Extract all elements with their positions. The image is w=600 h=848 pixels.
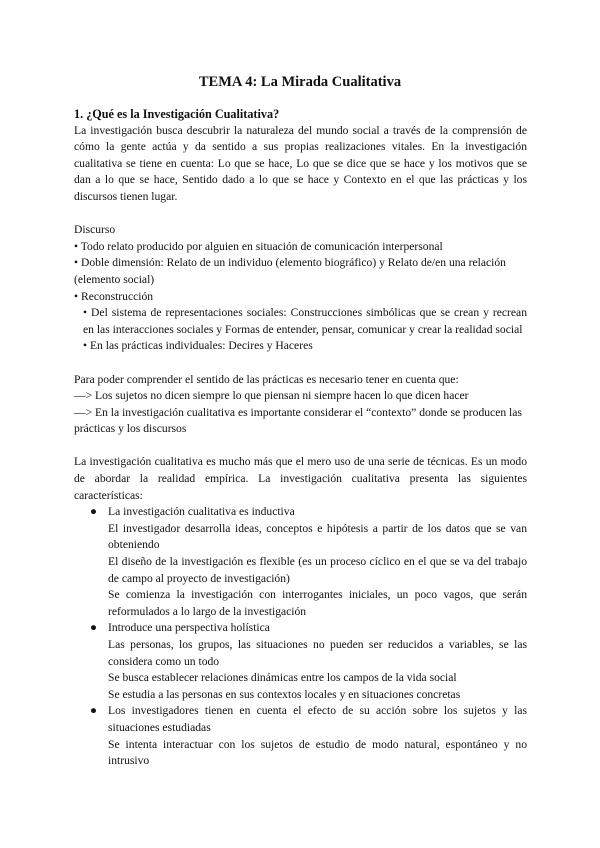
discurso-item: • Doble dimensión: Relato de un individuo (elemento biográfico) y Relato de/en una relación (elemento social) <box>74 256 506 286</box>
document-title: TEMA 4: La Mirada Cualitativa <box>198 74 402 90</box>
list-item-title: La investigación cualitativa es inductiva <box>108 505 295 519</box>
arrow-note: —> Los sujetos no dicen siempre lo que piensan ni siempre hacen lo que dicen hacer <box>74 389 469 403</box>
bullet-icon: ● <box>90 621 98 635</box>
list-item-detail: El investigador desarrolla ideas, conceptos e hipótesis a partir de los datos que se van obteniendo <box>108 521 527 552</box>
discurso-subitem: • Del sistema de representaciones sociales: Construcciones simbólicas que se crean y recrean en las interacciones sociales y Formas de entender, pensar, comunicar y crear la realidad social <box>83 306 527 336</box>
list-item-detail: Se intenta interactuar con los sujetos de estudio de modo natural, espontáneo y no intrusivo <box>108 737 527 768</box>
list-item <box>74 703 527 769</box>
list-item-title: Introduce una perspectiva holística <box>108 621 270 635</box>
intro-paragraph: La investigación busca descubrir la naturaleza del mundo social a través de la comprensión de cómo la gente actúa y da sentido a sus propias realizaciones vitales. En la investigación cualitativa se tiene en cuenta: Lo que se hace, Lo que se dice que se hace y los motivos que se dan a lo que se hace, Sentido dado a lo que se hace y Contexto en el que las prácticas y los discursos tienen lugar. <box>74 123 527 203</box>
discurso-subitem: • En las prácticas individuales: Decires y Haceres <box>83 339 313 353</box>
section-heading: 1. ¿Qué es la Investigación Cualitativa? <box>74 107 280 121</box>
list-item <box>74 620 527 703</box>
bullet-icon: ● <box>90 505 98 519</box>
document-body <box>74 106 527 770</box>
discurso-item: • Reconstrucción <box>74 289 154 303</box>
list-item-detail: Se comienza la investigación con interrogantes iniciales, un poco vagos, que serán reformulados a lo largo de la investigación <box>108 588 527 618</box>
list-item <box>74 504 527 620</box>
spacer <box>74 438 527 455</box>
practicas-intro: Para poder comprender el sentido de las prácticas es necesario tener en cuenta que: <box>74 372 459 386</box>
discurso-label: Discurso <box>74 223 116 237</box>
list-item-detail: Se busca establecer relaciones dinámicas entre los campos de la vida social <box>108 671 457 685</box>
list-item-title: Los investigadores tienen en cuenta el efecto de su acción sobre los sujetos y las situaciones estudiadas <box>108 704 527 734</box>
spacer <box>74 355 527 372</box>
caracteristicas-intro: La investigación cualitativa es mucho más que el mero uso de una serie de técnicas. Es un modo de abordar la realidad empírica. La investigación cualitativa presenta las siguientes características: <box>74 455 527 502</box>
list-item-detail: El diseño de la investigación es flexible (es un proceso cíclico en el que se va del trabajo de campo al proyecto de investigación) <box>108 555 527 585</box>
bullet-icon: ● <box>90 704 98 718</box>
spacer <box>74 206 527 223</box>
caracteristicas-list <box>74 504 527 770</box>
list-item-detail: Las personas, los grupos, las situaciones no pueden ser reducidos a variables, se las considera como un todo <box>108 638 527 668</box>
list-item-detail: Se estudia a las personas en sus contextos locales y en situaciones concretas <box>108 687 461 701</box>
arrow-note: —> En la investigación cualitativa es importante considerar el “contexto” donde se producen las prácticas y los discursos <box>74 405 522 436</box>
discurso-item: • Todo relato producido por alguien en situación de comunicación interpersonal <box>74 239 443 253</box>
